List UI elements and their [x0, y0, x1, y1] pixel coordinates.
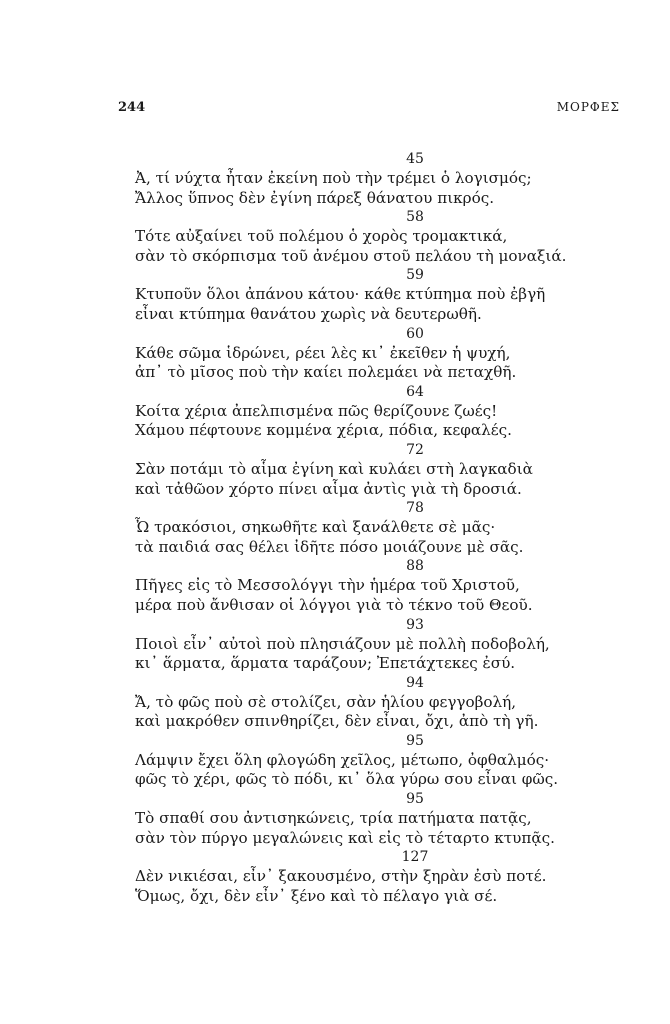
verse-line: Ποιοὶ εἶν᾿ αὐτοὶ ποὺ πλησιάζουν μὲ πολλὴ ποδοβολή,: [135, 634, 550, 653]
stanza: [135, 790, 615, 848]
verse-line: σὰν τὸ σκόρπισμα τοῦ ἀνέμου στοῦ πελάου τὴ μοναξιά.: [135, 246, 567, 265]
stanza-number: 95: [406, 732, 424, 749]
stanza: [135, 441, 615, 499]
verse-line: Πῆγες εἰς τὸ Μεσσολόγγι τὴν ἡμέρα τοῦ Χριστοῦ,: [135, 576, 520, 595]
stanza-number: 95: [406, 791, 424, 808]
page-number: 244: [118, 100, 146, 115]
stanza: [135, 674, 615, 732]
stanza: [135, 499, 615, 557]
stanza: [135, 557, 615, 615]
stanza: [135, 616, 615, 674]
verse-line: σὰν τὸν πύργο μεγαλώνεις καὶ εἰς τὸ τέταρτο κτυπᾷς.: [135, 828, 555, 847]
verse-line: τὰ παιδιά σας θέλει ἰδῆτε πόσο μοιάζουνε μὲ σᾶς.: [135, 537, 524, 556]
stanza-number: 64: [406, 383, 424, 400]
verse-line: Τὸ σπαθί σου ἀντισηκώνεις, τρία πατήματα πατᾷς,: [135, 809, 532, 828]
verse-line: Κάθε σῶμα ἱδρώνει, ρέει λὲς κι᾿ ἐκεῖθεν ἡ ψυχή,: [135, 343, 511, 362]
verse-line: Ὅμως, ὄχι, δὲν εἶν᾿ ξένο καὶ τὸ πέλαγο γιὰ σέ.: [135, 886, 498, 905]
verse-line: ἀπ᾿ τὸ μῖσος ποὺ τὴν καίει πολεμάει νὰ πεταχθῆ.: [135, 363, 517, 382]
stanza: [135, 266, 615, 324]
stanza: [135, 208, 615, 266]
verse-line: Τότε αὐξαίνει τοῦ πολέμου ὁ χορὸς τρομακτικά,: [135, 227, 508, 246]
stanza-number: 59: [406, 267, 424, 284]
stanza-number: 78: [406, 500, 424, 517]
verse-line: Χάμου πέφτουνε κομμένα χέρια, πόδια, κεφαλές.: [135, 421, 512, 440]
stanza: [135, 848, 615, 906]
stanza: [135, 325, 615, 383]
verse-line: Σὰν ποτάμι τὸ αἷμα ἐγίνη καὶ κυλάει στὴ λαγκαδιὰ: [135, 459, 533, 478]
stanza-number: 60: [406, 325, 424, 342]
verse-line: φῶς τὸ χέρι, φῶς τὸ πόδι, κι᾿ ὅλα γύρω σου εἶναι φῶς.: [135, 770, 559, 789]
verse-line: Κοίτα χέρια ἀπελπισμένα πῶς θερίζουνε ζωές!: [135, 401, 498, 420]
stanza: [135, 732, 615, 790]
verse-line: εἶναι κτύπημα θανάτου χωρὶς νὰ δευτερωθῆ.: [135, 304, 482, 323]
poem-body: [135, 150, 615, 906]
verse-line: καὶ τἀθῶον χόρτο πίνει αἷμα ἀντὶς γιὰ τὴ δροσιά.: [135, 479, 522, 498]
verse-line: Ἄ, τὸ φῶς ποὺ σὲ στολίζει, σὰν ἡλίου φεγγοβολή,: [135, 692, 517, 711]
stanza-number: 93: [406, 616, 424, 633]
verse-line: Δὲν νικιέσαι, εἶν᾿ ξακουσμένο, στὴν ξηρὰν ἐσὺ ποτέ.: [135, 867, 547, 886]
running-title: ΜΟΡΦΕΣ: [556, 100, 620, 114]
verse-line: Ὦ τρακόσιοι, σηκωθῆτε καὶ ξανάλθετε σὲ μᾶς·: [135, 518, 496, 537]
verse-line: καὶ μακρόθεν σπινθηρίζει, δὲν εἶναι, ὄχι, ἀπὸ τὴ γῆ.: [135, 712, 539, 731]
stanza: [135, 383, 615, 441]
stanza-number: 58: [406, 209, 424, 226]
verse-line: Λάμψιν ἔχει ὅλη φλογώδη χεῖλος, μέτωπο, ὀφθαλμός·: [135, 750, 550, 769]
verse-line: μέρα ποὺ ἄνθισαν οἱ λόγγοι γιὰ τὸ τέκνο τοῦ Θεοῦ.: [135, 595, 533, 614]
verse-line: Κτυποῦν ὅλοι ἀπάνου κάτου· κάθε κτύπημα ποὺ ἐβγῆ: [135, 285, 546, 304]
page-header: [118, 100, 620, 120]
stanza-number: 127: [401, 849, 429, 866]
stanza: [135, 150, 615, 208]
verse-line: Ἄλλος ὕπνος δὲν ἐγίνη πάρεξ θάνατου πικρός.: [135, 188, 495, 207]
stanza-number: 45: [406, 151, 424, 167]
stanza-number: 88: [406, 558, 424, 575]
stanza-number: 94: [406, 674, 424, 691]
verse-line: κι᾿ ἅρματα, ἅρματα ταράζουν; Ἐπετάχτεκες ἐσύ.: [135, 654, 516, 673]
stanza-number: 72: [406, 441, 424, 458]
verse-line: Ἀ, τί νύχτα ἦταν ἐκείνη ποὺ τὴν τρέμει ὁ λογισμός;: [135, 169, 532, 187]
